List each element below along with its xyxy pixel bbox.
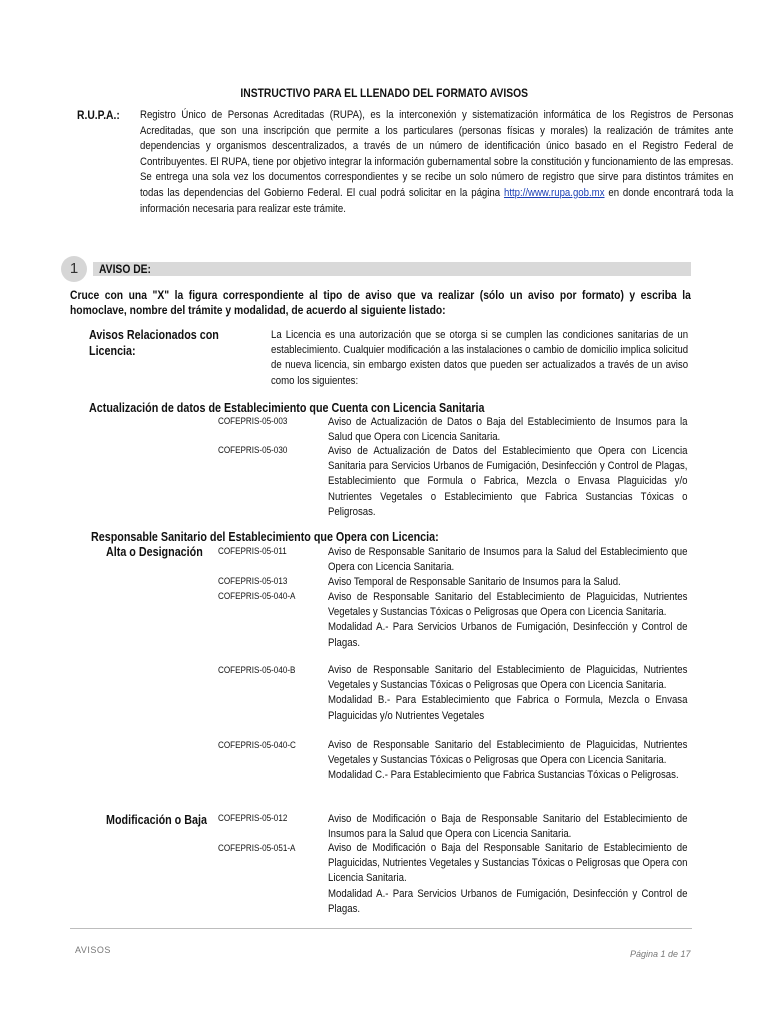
procedure-code: COFEPRIS-05-012 — [218, 813, 288, 823]
footer-doc-name: AVISOS — [75, 945, 111, 955]
procedure-code: COFEPRIS-05-051-A — [218, 843, 296, 853]
section-header-bar — [93, 262, 691, 276]
procedure-code: COFEPRIS-05-040-A — [218, 591, 296, 601]
alta-label: Alta o Designación — [106, 545, 203, 559]
licencia-description: La Licencia es una autorización que se otorga si se cumplen las condiciones sanitarias de un establecimiento. Cualquier modificación a las instalaciones o cambio de domicilio implica solicitud de nueva licencia, sin embargo existen datos que pueden ser actualizados a través de un aviso como los siguientes: — [271, 329, 689, 387]
procedure-description: Aviso de Responsable Sanitario del Establecimiento de Plaguicidas, Nutrientes Vegetales y Sustancias Tóxicas o Peligrosas que Opera con Licencia Sanitaria. Modalidad B.- Para Establecimiento que Fabrica o Formula, Mezcla o Envasa Plaguicidas y/o Nutrientes Vegetales — [328, 663, 687, 724]
responsable-heading: Responsable Sanitario del Establecimiento que Opera con Licencia: — [91, 530, 439, 544]
footer-divider — [70, 928, 692, 929]
modalidad-text: Modalidad A.- Para Servicios Urbanos de Fumigación, Desinfección y Control de Plagas. — [328, 887, 688, 915]
procedure-code: COFEPRIS-05-030 — [218, 445, 288, 455]
procedure-description: Aviso de Actualización de Datos del Establecimiento que Opera con Licencia Sanitaria para Servicios Urbanos de Fumigación, Desinfección y Control de Plagas, Establecimiento que Formula o Fabrica, Mezcla o Envasa Plaguicidas y/o Nutrientes Vegetales o Establecimiento que Fabrica Sustancias Tóxicas o Peligrosas. — [328, 445, 688, 518]
rupa-label: R.U.P.A.: — [77, 108, 120, 122]
actualizacion-heading: Actualización de datos de Establecimiento que Cuenta con Licencia Sanitaria — [89, 401, 485, 415]
procedure-description: Aviso de Modificación o Baja del Responsable Sanitario de Establecimiento de Plaguicidas, Nutrientes Vegetales y Sustancias Tóxicas o Peligrosas que Opera con Licencia Sanitaria. Modalidad A.- Para Servicios Urbanos de Fumigación, Desinfección y Control de Plagas. — [328, 841, 687, 917]
page-number: Página 1 de 17 — [630, 949, 691, 959]
modalidad-text: Modalidad A.- Para Servicios Urbanos de Fumigación, Desinfección y Control de Plagas. — [328, 621, 688, 649]
procedure-code: COFEPRIS-05-040-C — [218, 740, 296, 750]
procedure-description: Aviso Temporal de Responsable Sanitario de Insumos para la Salud. — [328, 576, 621, 588]
procedure-code: COFEPRIS-05-013 — [218, 576, 288, 586]
modificacion-label: Modificación o Baja — [106, 813, 207, 827]
procedure-code: COFEPRIS-05-011 — [218, 546, 287, 556]
rupa-description: Registro Único de Personas Acreditadas (RUPA), es la interconexión y sistematización informática de los Registros de Personas Acreditadas, que son una inscripción que permite a los particulares (personas físicas y morales) la realización de trámites ante dependencias y organismos descentralizados, a través de un número de identificación único basado en el Registro Federal de Contribuyentes. El RUPA, tiene por objetivo integrar la información gubernamental sobre la constitución y funcionamiento de las empresas. Se entrega una sola vez los documentos correspondientes y se recibe un solo número de registro que sirve para distintos trámites en todas las dependencias del Gobierno Federal. El cual podrá solicitar en la página http://www.rupa.gob.mx en donde encontrará toda la información necesaria para realizar este trámite. — [140, 109, 734, 215]
section-title: AVISO DE: — [99, 262, 151, 276]
licencia-label: Avisos Relacionados con Licencia: — [89, 328, 219, 358]
procedure-description: Aviso de Responsable Sanitario de Insumos para la Salud del Establecimiento que Opera con Licencia Sanitaria. — [328, 546, 688, 574]
rupa-link[interactable]: http://www.rupa.gob.mx — [503, 186, 605, 199]
procedure-description: Aviso de Modificación o Baja de Responsable Sanitario del Establecimiento de Insumos para la Salud que Opera con Licencia Sanitaria. — [328, 813, 688, 841]
procedure-description: Aviso de Responsable Sanitario del Establecimiento de Plaguicidas, Nutrientes Vegetales y Sustancias Tóxicas o Peligrosas que Opera con Licencia Sanitaria. Modalidad A.- Para Servicios Urbanos de Fumigación, Desinfección y Control de Plagas. — [328, 590, 687, 651]
procedure-description: Aviso de Actualización de Datos o Baja del Establecimiento de Insumos para la Salud que Opera con Licencia Sanitaria. — [328, 416, 688, 444]
instruction-text: Cruce con una "X" la figura correspondiente al tipo de aviso que va realizar (sólo un aviso por formato) y escriba la homoclave, nombre del trámite y modalidad, de acuerdo al siguiente listado: — [70, 288, 691, 317]
modalidad-text: Modalidad B.- Para Establecimiento que Fabrica o Formula, Mezcla o Envasa Plaguicidas y/o Nutrientes Vegetales — [328, 694, 688, 722]
procedure-code: COFEPRIS-05-003 — [218, 416, 288, 426]
modalidad-text: Modalidad C.- Para Establecimiento que Fabrica Sustancias Tóxicas o Peligrosas. — [328, 769, 679, 782]
procedure-code: COFEPRIS-05-040-B — [218, 665, 296, 675]
section-number-badge: 1 — [61, 256, 87, 282]
document-title: INSTRUCTIVO PARA EL LLENADO DEL FORMATO AVISOS — [240, 86, 528, 100]
procedure-description: Aviso de Responsable Sanitario del Establecimiento de Plaguicidas, Nutrientes Vegetales y Sustancias Tóxicas o Peligrosas que Opera con Licencia Sanitaria. Modalidad C.- Para Establecimiento que Fabrica Sustancias Tóxicas o Peligrosas. — [328, 738, 687, 784]
